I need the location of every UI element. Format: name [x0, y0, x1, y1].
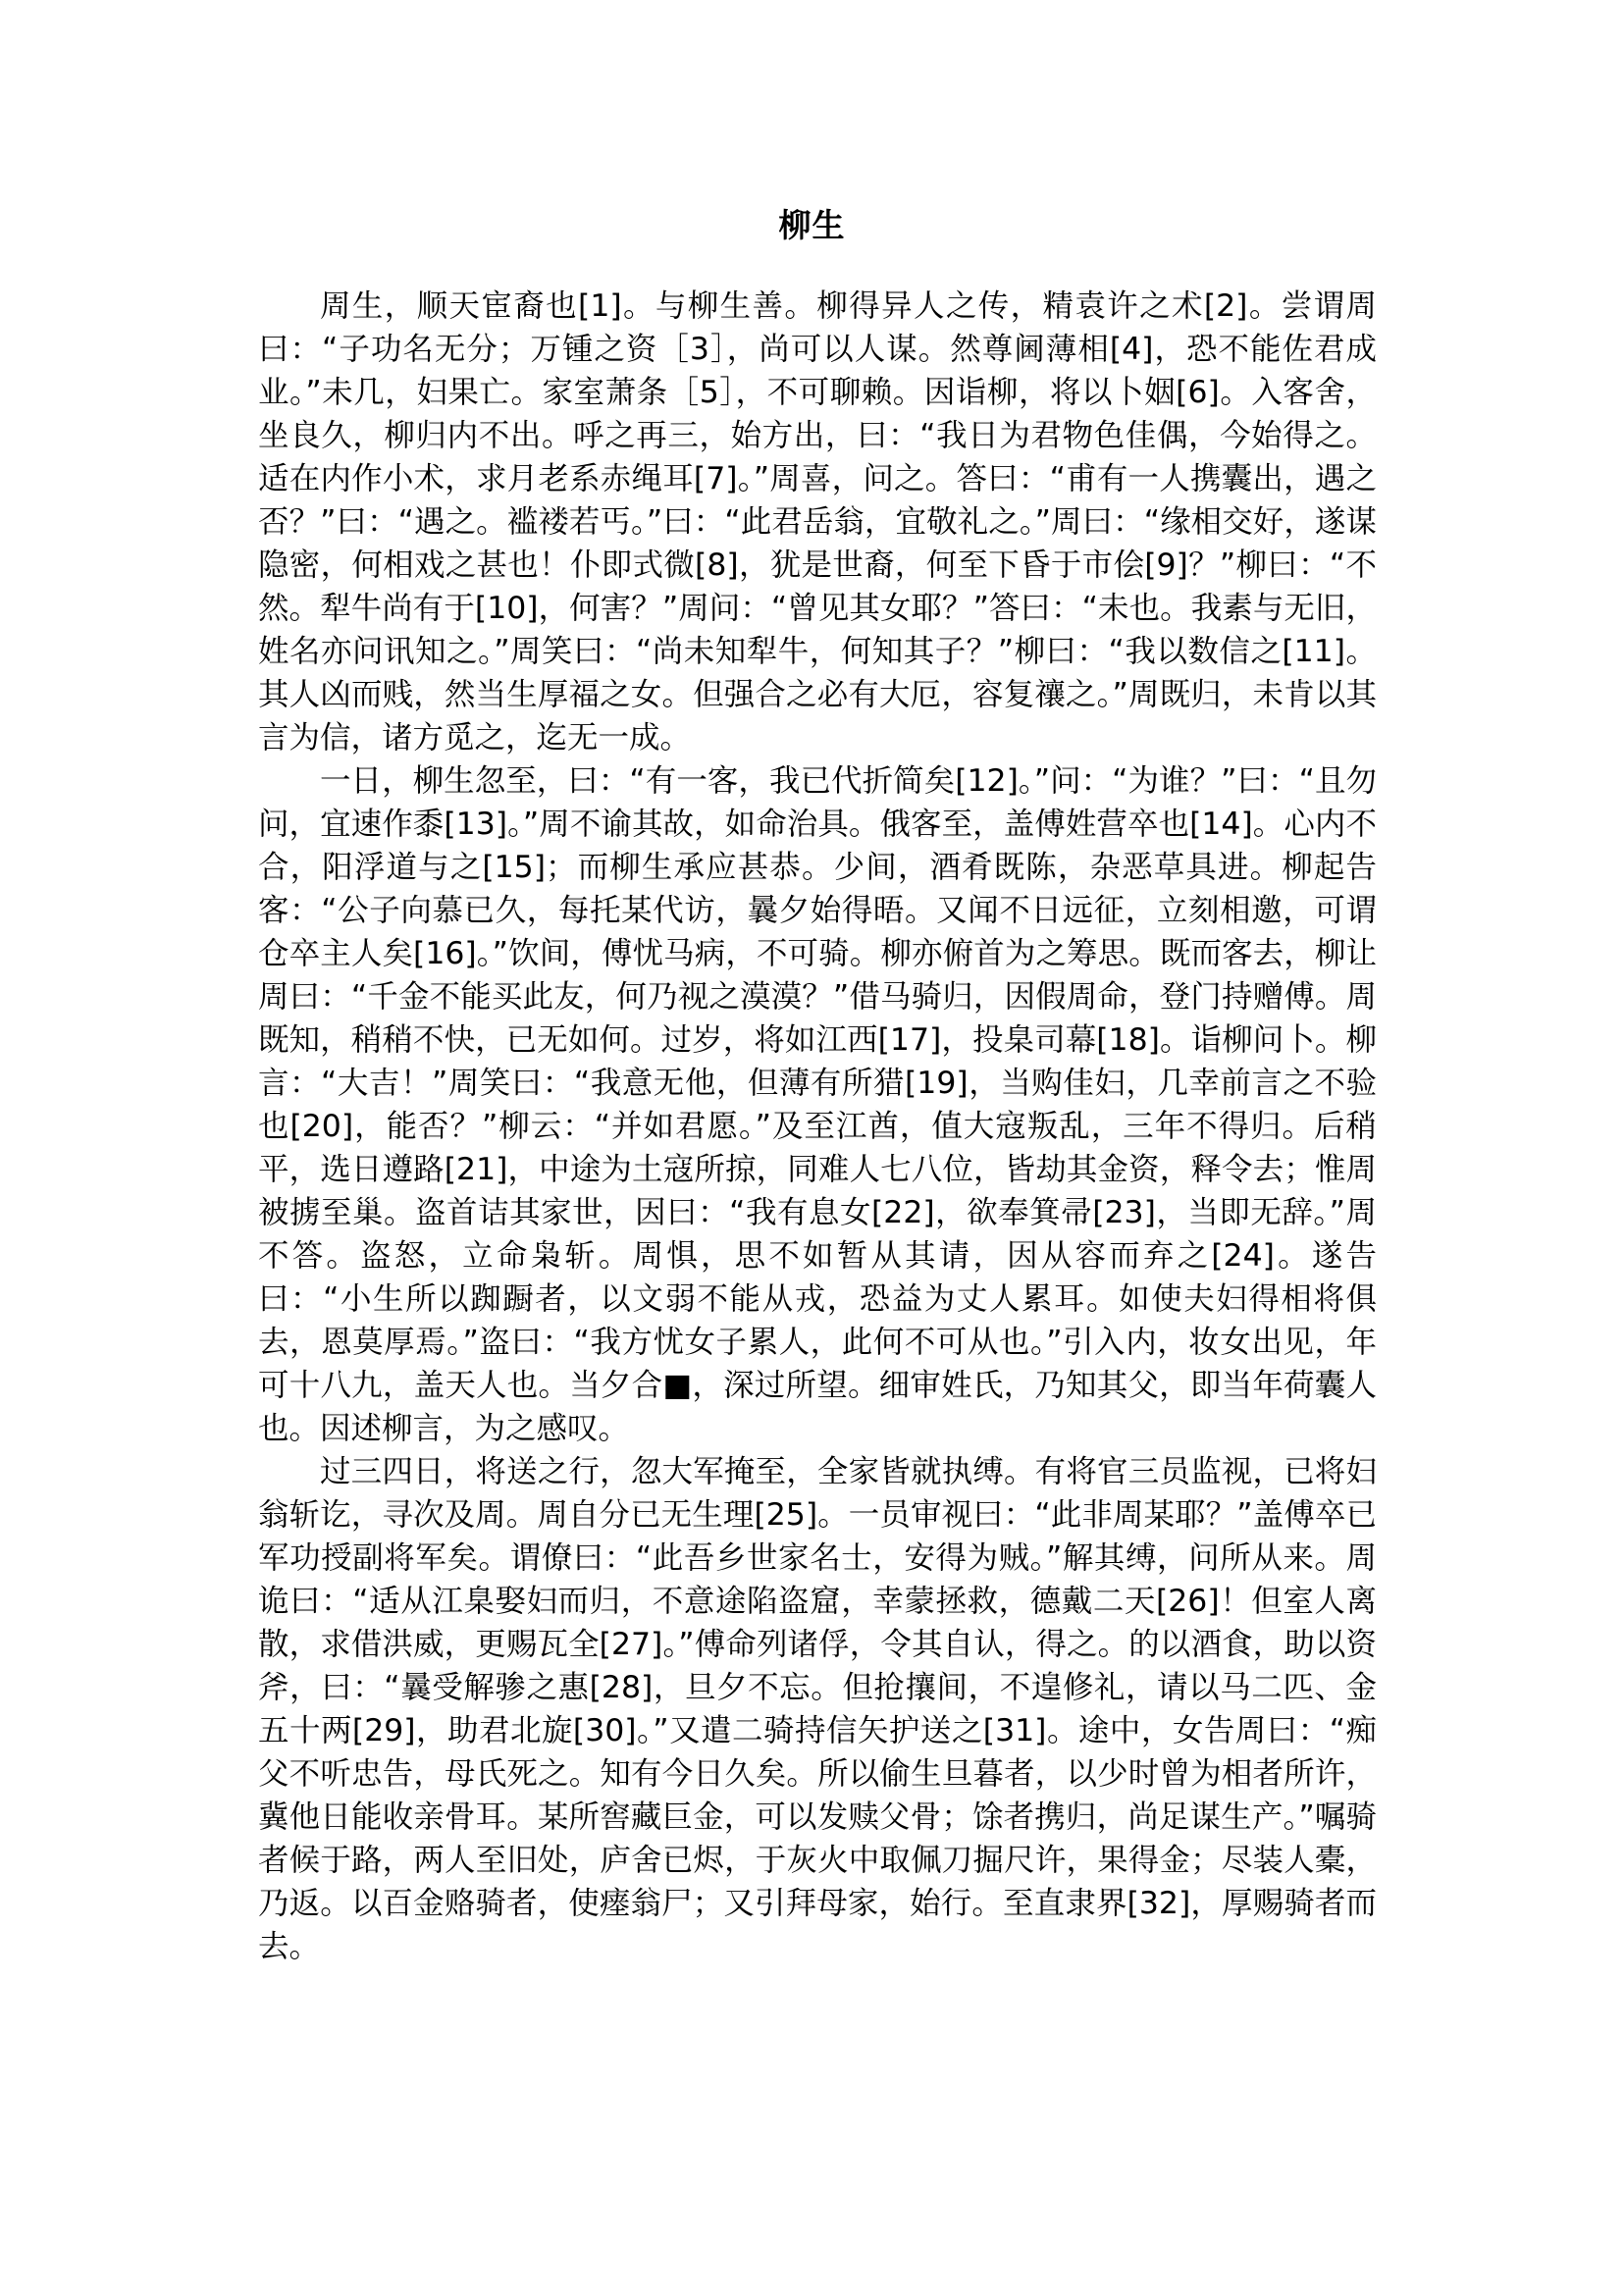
document-body	[258, 285, 1377, 1968]
paragraph: 周生，顺天宦裔也[1]。与柳生善。柳得异人之传，精袁许之术[2]。尝谓周曰：“子功名无分；万锺之资［3］，尚可以人谋。然尊阃薄相[4]，恐不能佐君成业。”未几，妇果亡。家室萧条［5］，不可聊赖。因诣柳，将以卜姻[6]。入客舍，坐良久，柳归内不出。呼之再三，始方出，曰：“我日为君物色佳偶，今始得之。适在内作小术，求月老系赤绳耳[7]。”周喜，问之。答曰：“甫有一人携囊出，遇之否？”曰：“遇之。褴褛若丐。”曰：“此君岳翁，宜敬礼之。”周曰：“缘相交好，遂谋隐密，何相戏之甚也！仆即式微[8]，犹是世裔，何至下昏于市侩[9]？”柳曰：“不然。犁牛尚有于[10]，何害？”周问：“曾见其女耶？”答曰：“未也。我素与无旧，姓名亦问讯知之。”周笑曰：“尚未知犁牛，何知其子？”柳曰：“我以数信之[11]。其人凶而贱，然当生厚福之女。但强合之必有大厄，容复禳之。”周既归，未肯以其言为信，诸方觅之，迄无一成。	[258, 288, 1377, 756]
paragraph: 过三四日，将送之行，忽大军掩至，全家皆就执缚。有将官三员监视，已将妇翁斩讫，寻次及周。周自分已无生理[25]。一员审视曰：“此非周某耶？”盖傅卒已军功授副将军矣。谓僚曰：“此吾乡世家名士，安得为贼。”解其缚，问所从来。周诡曰：“适从江臬娶妇而归，不意途陷盗窟，幸蒙拯救，德戴二天[26]！但室人离散，求借洪威，更赐瓦全[27]。”傅命列诸俘，令其自认，得之。的以酒食，助以资斧，曰：“曩受解骖之惠[28]，旦夕不忘。但抢攘间，不遑修礼，请以马二匹、金五十两[29]，助君北旋[30]。”又遣二骑持信矢护送之[31]。途中，女告周曰：“痴父不听忠告，母氏死之。知有今日久矣。所以偷生旦暮者，以少时曾为相者所许，冀他日能收亲骨耳。某所窖藏巨金，可以发赎父骨；馀者携归，尚足谋生产。”嘱骑者候于路，两人至旧处，庐舍已烬，于灰火中取佩刀掘尺许，果得金；尽装人橐，乃返。以百金赂骑者，使瘗翁尸；又引拜母家，始行。至直隶界[32]，厚赐骑者而去。	[258, 1454, 1377, 1964]
document-title: 柳生	[778, 206, 846, 244]
paragraph: 一日，柳生忽至，曰：“有一客，我已代折简矣[12]。”问：“为谁？”曰：“且勿问，宜速作黍[13]。”周不谕其故，如命治具。俄客至，盖傅姓营卒也[14]。心内不合，阳浮道与之[15]；而柳生承应甚恭。少间，酒肴既陈，杂恶草具进。柳起告客：“公子向慕已久，每托某代访，曩夕始得晤。又闻不日远征，立刻相邀，可谓仓卒主人矣[16]。”饮间，傅忧马病，不可骑。柳亦俯首为之筹思。既而客去，柳让周曰：“千金不能买此友，何乃视之漠漠？”借马骑归，因假周命，登门持赠傅。周既知，稍稍不快，已无如何。过岁，将如江西[17]，投臬司幕[18]。诣柳问卜。柳言：“大吉！”周笑曰：“我意无他，但薄有所猎[19]，当购佳妇，几幸前言之不验也[20]，能否？”柳云：“并如君愿。”及至江酋，值大寇叛乱，三年不得归。后稍平，选日遵路[21]，中途为土寇所掠，同难人七八位，皆劫其金资，释令去；惟周被掳至巢。盗首诘其家世，因曰：“我有息女[22]，欲奉箕帚[23]，当即无辞。”周不答。盗怒，立命枭斩。周惧，思不如暂从其请，因从容而弃之[24]。遂告曰：“小生所以踟蹰者，以文弱不能从戎，恐益为丈人累耳。如使夫妇得相将俱去，恩莫厚焉。”盗曰：“我方忧女子累人，此何不可从也。”引入内，妆女出见，年可十八九，盖天人也。当夕合■，深过所望。细审姓氏，乃知其父，即当年荷囊人也。因述柳言，为之感叹。	[258, 763, 1378, 1446]
